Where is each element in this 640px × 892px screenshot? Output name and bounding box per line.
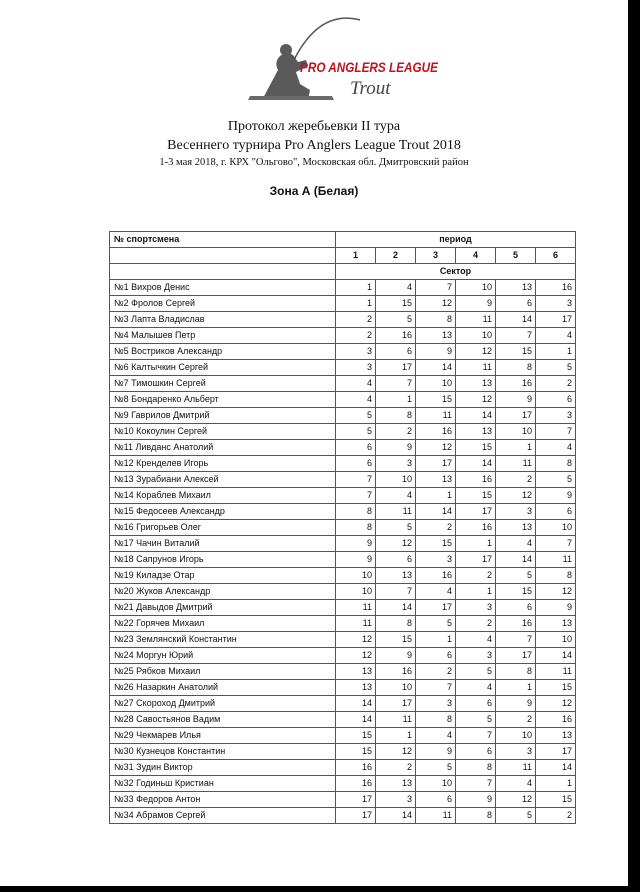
period-numbers-row xyxy=(110,248,576,264)
table-row xyxy=(110,744,576,760)
sector-cell: 9 xyxy=(456,792,496,808)
sector-cell: 12 xyxy=(536,696,576,712)
table-row xyxy=(110,520,576,536)
sector-cell: 14 xyxy=(496,552,536,568)
sector-cell: 13 xyxy=(336,680,376,696)
header-row xyxy=(110,232,576,248)
sector-cell: 6 xyxy=(336,456,376,472)
sector-cell: 1 xyxy=(416,488,456,504)
sector-cell: 9 xyxy=(336,536,376,552)
sector-cell: 4 xyxy=(536,440,576,456)
sector-cell: 8 xyxy=(336,520,376,536)
sector-cell: 8 xyxy=(416,712,456,728)
sector-cell: 7 xyxy=(536,536,576,552)
sector-cell: 3 xyxy=(496,504,536,520)
sector-cell: 2 xyxy=(456,568,496,584)
sector-cell: 5 xyxy=(456,712,496,728)
period-column-header: период xyxy=(336,232,576,248)
sector-cell: 16 xyxy=(456,520,496,536)
table-row xyxy=(110,536,576,552)
sector-cell: 7 xyxy=(416,680,456,696)
sector-cell: 11 xyxy=(456,360,496,376)
sector-label-row xyxy=(110,264,576,280)
sector-cell: 2 xyxy=(536,808,576,824)
sector-cell: 9 xyxy=(496,392,536,408)
table-row xyxy=(110,680,576,696)
sector-cell: 8 xyxy=(456,808,496,824)
sector-cell: 16 xyxy=(536,280,576,296)
sector-label: Сектор xyxy=(336,264,576,280)
period-number: 5 xyxy=(496,248,536,264)
sector-cell: 6 xyxy=(536,392,576,408)
sector-cell: 3 xyxy=(536,408,576,424)
athlete-name: №2 Фролов Сергей xyxy=(110,296,336,312)
athlete-name: №27 Скороход Дмитрий xyxy=(110,696,336,712)
sector-cell: 2 xyxy=(336,312,376,328)
sector-cell: 10 xyxy=(496,424,536,440)
sector-cell: 16 xyxy=(336,760,376,776)
sector-cell: 5 xyxy=(416,760,456,776)
sector-cell: 1 xyxy=(456,584,496,600)
sector-cell: 3 xyxy=(496,744,536,760)
sector-cell: 14 xyxy=(456,408,496,424)
sector-cell: 7 xyxy=(496,632,536,648)
sector-cell: 15 xyxy=(376,632,416,648)
sector-cell: 5 xyxy=(336,408,376,424)
sector-cell: 6 xyxy=(336,440,376,456)
athlete-name: №31 Зудин Виктор xyxy=(110,760,336,776)
sector-cell: 9 xyxy=(416,344,456,360)
table-row xyxy=(110,712,576,728)
sector-cell: 11 xyxy=(376,504,416,520)
sector-cell: 16 xyxy=(536,712,576,728)
sector-cell: 5 xyxy=(456,664,496,680)
athlete-name: №30 Кузнецов Константин xyxy=(110,744,336,760)
sector-cell: 14 xyxy=(376,600,416,616)
sector-cell: 16 xyxy=(416,568,456,584)
athlete-name: №1 Вихров Денис xyxy=(110,280,336,296)
period-number: 6 xyxy=(536,248,576,264)
table-row xyxy=(110,440,576,456)
table-row xyxy=(110,648,576,664)
sector-cell: 1 xyxy=(336,296,376,312)
pro-anglers-league-logo xyxy=(248,14,440,104)
sector-cell: 16 xyxy=(336,776,376,792)
table-row xyxy=(110,728,576,744)
sector-cell: 14 xyxy=(376,808,416,824)
sector-cell: 6 xyxy=(376,552,416,568)
sector-cell: 4 xyxy=(336,376,376,392)
athlete-name: №19 Киладзе Отар xyxy=(110,568,336,584)
athlete-column-header: № спортсмена xyxy=(110,232,336,248)
sector-cell: 5 xyxy=(536,472,576,488)
athlete-name: №21 Давыдов Дмитрий xyxy=(110,600,336,616)
period-number: 4 xyxy=(456,248,496,264)
sector-cell: 12 xyxy=(496,792,536,808)
sector-cell: 5 xyxy=(496,568,536,584)
table-row xyxy=(110,344,576,360)
sector-cell: 17 xyxy=(536,744,576,760)
sector-cell: 8 xyxy=(496,360,536,376)
sector-cell: 13 xyxy=(496,280,536,296)
sector-cell: 16 xyxy=(376,328,416,344)
athlete-name: №14 Кораблев Михаил xyxy=(110,488,336,504)
sector-cell: 11 xyxy=(536,664,576,680)
sector-cell: 12 xyxy=(376,536,416,552)
sector-cell: 8 xyxy=(376,616,416,632)
sector-cell: 14 xyxy=(416,360,456,376)
sector-cell: 13 xyxy=(536,616,576,632)
table-row xyxy=(110,584,576,600)
sector-cell: 11 xyxy=(416,408,456,424)
table-row xyxy=(110,504,576,520)
sector-cell: 4 xyxy=(336,392,376,408)
sector-cell: 12 xyxy=(496,488,536,504)
sector-cell: 14 xyxy=(536,648,576,664)
sector-cell: 10 xyxy=(336,568,376,584)
empty-cell xyxy=(110,264,336,280)
sector-cell: 2 xyxy=(496,712,536,728)
sector-cell: 1 xyxy=(376,392,416,408)
table-row xyxy=(110,376,576,392)
zone-title: Зона А (Белая) xyxy=(269,184,359,198)
sector-cell: 4 xyxy=(416,584,456,600)
sector-cell: 10 xyxy=(456,328,496,344)
sector-cell: 1 xyxy=(336,280,376,296)
sector-cell: 7 xyxy=(536,424,576,440)
sector-cell: 6 xyxy=(416,648,456,664)
sector-cell: 1 xyxy=(416,632,456,648)
sector-cell: 1 xyxy=(536,776,576,792)
sector-cell: 12 xyxy=(336,648,376,664)
sector-cell: 15 xyxy=(416,392,456,408)
sector-cell: 2 xyxy=(376,760,416,776)
table-row xyxy=(110,808,576,824)
athlete-name: №13 Зурабиани Алексей xyxy=(110,472,336,488)
sector-cell: 17 xyxy=(416,600,456,616)
sector-cell: 11 xyxy=(376,712,416,728)
sector-cell: 5 xyxy=(336,424,376,440)
sector-cell: 4 xyxy=(496,536,536,552)
sector-cell: 11 xyxy=(536,552,576,568)
sector-cell: 2 xyxy=(536,376,576,392)
sector-cell: 4 xyxy=(496,776,536,792)
sector-cell: 7 xyxy=(376,584,416,600)
sector-cell: 11 xyxy=(336,616,376,632)
sector-cell: 13 xyxy=(456,376,496,392)
sector-cell: 6 xyxy=(536,504,576,520)
table-row xyxy=(110,280,576,296)
table-row xyxy=(110,360,576,376)
sector-cell: 4 xyxy=(416,728,456,744)
sector-cell: 2 xyxy=(416,664,456,680)
sector-cell: 13 xyxy=(416,328,456,344)
sector-cell: 15 xyxy=(496,344,536,360)
sector-cell: 14 xyxy=(336,712,376,728)
sector-cell: 15 xyxy=(536,792,576,808)
sector-cell: 3 xyxy=(376,792,416,808)
table-row xyxy=(110,696,576,712)
sector-cell: 5 xyxy=(496,808,536,824)
sector-cell: 4 xyxy=(456,632,496,648)
sector-cell: 17 xyxy=(456,504,496,520)
sector-cell: 10 xyxy=(496,728,536,744)
sector-cell: 12 xyxy=(536,584,576,600)
sector-cell: 3 xyxy=(336,344,376,360)
table-row xyxy=(110,616,576,632)
sector-cell: 16 xyxy=(496,376,536,392)
sector-cell: 15 xyxy=(416,536,456,552)
sector-cell: 15 xyxy=(536,680,576,696)
athlete-name: №12 Кренделев Игорь xyxy=(110,456,336,472)
sector-cell: 13 xyxy=(456,424,496,440)
table-row xyxy=(110,312,576,328)
sector-cell: 3 xyxy=(416,696,456,712)
sector-cell: 9 xyxy=(496,696,536,712)
sector-cell: 17 xyxy=(336,792,376,808)
sector-cell: 12 xyxy=(336,632,376,648)
sector-cell: 4 xyxy=(376,280,416,296)
sector-cell: 2 xyxy=(456,616,496,632)
athlete-name: №5 Востриков Александр xyxy=(110,344,336,360)
sector-cell: 16 xyxy=(416,424,456,440)
sector-cell: 12 xyxy=(416,296,456,312)
sector-cell: 10 xyxy=(536,632,576,648)
sector-cell: 9 xyxy=(416,744,456,760)
sector-cell: 8 xyxy=(456,760,496,776)
period-number: 2 xyxy=(376,248,416,264)
sector-cell: 16 xyxy=(496,616,536,632)
sector-cell: 1 xyxy=(456,536,496,552)
athlete-name: №28 Савостьянов Вадим xyxy=(110,712,336,728)
sector-cell: 3 xyxy=(416,552,456,568)
table-row xyxy=(110,296,576,312)
sector-cell: 12 xyxy=(416,440,456,456)
sector-cell: 7 xyxy=(336,472,376,488)
sector-cell: 2 xyxy=(336,328,376,344)
table-row xyxy=(110,568,576,584)
empty-cell xyxy=(110,248,336,264)
sector-cell: 4 xyxy=(536,328,576,344)
table-row xyxy=(110,408,576,424)
sector-cell: 9 xyxy=(376,648,416,664)
sector-cell: 9 xyxy=(336,552,376,568)
sector-cell: 2 xyxy=(416,520,456,536)
athlete-name: №3 Лапта Владислав xyxy=(110,312,336,328)
sector-cell: 13 xyxy=(416,472,456,488)
sector-cell: 11 xyxy=(336,600,376,616)
athlete-name: №11 Ливданс Анатолий xyxy=(110,440,336,456)
sector-cell: 11 xyxy=(456,312,496,328)
athlete-name: №20 Жуков Александр xyxy=(110,584,336,600)
sector-cell: 15 xyxy=(336,728,376,744)
protocol-title: Протокол жеребьевки II тура xyxy=(227,119,401,134)
athlete-name: №10 Кокоулин Сергей xyxy=(110,424,336,440)
sector-cell: 3 xyxy=(456,600,496,616)
sector-cell: 11 xyxy=(416,808,456,824)
sector-cell: 13 xyxy=(536,728,576,744)
table-row xyxy=(110,472,576,488)
table-row xyxy=(110,424,576,440)
logo-sub-text: Trout xyxy=(350,78,391,99)
table-row xyxy=(110,552,576,568)
sector-cell: 10 xyxy=(416,376,456,392)
sector-cell: 3 xyxy=(376,456,416,472)
sector-cell: 10 xyxy=(376,472,416,488)
table-row xyxy=(110,488,576,504)
sector-cell: 7 xyxy=(496,328,536,344)
athlete-name: №22 Горячев Михаил xyxy=(110,616,336,632)
sector-cell: 15 xyxy=(496,584,536,600)
sector-cell: 6 xyxy=(496,600,536,616)
table-row xyxy=(110,392,576,408)
athlete-name: №24 Моргун Юрий xyxy=(110,648,336,664)
table-row xyxy=(110,792,576,808)
period-number: 1 xyxy=(336,248,376,264)
table-row xyxy=(110,328,576,344)
tournament-title: Весеннего турнира Pro Anglers League Trout 2018 xyxy=(167,138,461,153)
athlete-name: №15 Федосеев Александр xyxy=(110,504,336,520)
event-date-location: 1-3 мая 2018, г. КРХ "Ольгово", Московская обл. Дмитровский район xyxy=(159,157,469,168)
sector-cell: 7 xyxy=(456,728,496,744)
sector-cell: 12 xyxy=(456,392,496,408)
sector-cell: 15 xyxy=(376,296,416,312)
sector-cell: 8 xyxy=(416,312,456,328)
sector-cell: 13 xyxy=(336,664,376,680)
sector-cell: 8 xyxy=(376,408,416,424)
period-number: 3 xyxy=(416,248,456,264)
sector-cell: 4 xyxy=(456,680,496,696)
athlete-name: №32 Годиньш Кристиан xyxy=(110,776,336,792)
sector-cell: 6 xyxy=(456,696,496,712)
sector-cell: 2 xyxy=(496,472,536,488)
sector-cell: 12 xyxy=(456,344,496,360)
sector-cell: 14 xyxy=(456,456,496,472)
athlete-name: №16 Григорьев Олег xyxy=(110,520,336,536)
athlete-name: №4 Малышев Петр xyxy=(110,328,336,344)
sector-cell: 17 xyxy=(376,360,416,376)
sector-cell: 17 xyxy=(336,808,376,824)
table-row xyxy=(110,600,576,616)
sector-cell: 6 xyxy=(416,792,456,808)
sector-cell: 6 xyxy=(496,296,536,312)
sector-cell: 13 xyxy=(496,520,536,536)
sector-cell: 4 xyxy=(376,488,416,504)
sector-cell: 10 xyxy=(376,680,416,696)
sector-cell: 17 xyxy=(456,552,496,568)
sector-cell: 9 xyxy=(456,296,496,312)
sector-cell: 7 xyxy=(416,280,456,296)
sector-cell: 10 xyxy=(456,280,496,296)
sector-cell: 5 xyxy=(376,312,416,328)
athlete-name: №9 Гаврилов Дмитрий xyxy=(110,408,336,424)
sector-cell: 14 xyxy=(336,696,376,712)
sector-cell: 15 xyxy=(336,744,376,760)
table-row xyxy=(110,776,576,792)
logo-brand-text: PRO ANGLERS LEAGUE xyxy=(300,59,439,75)
sector-cell: 8 xyxy=(536,456,576,472)
sector-cell: 11 xyxy=(496,760,536,776)
sector-cell: 9 xyxy=(376,440,416,456)
athlete-name: №18 Сапрунов Игорь xyxy=(110,552,336,568)
sector-cell: 2 xyxy=(376,424,416,440)
sector-cell: 17 xyxy=(416,456,456,472)
sector-cell: 11 xyxy=(496,456,536,472)
sector-cell: 8 xyxy=(496,664,536,680)
athlete-name: №34 Абрамов Сергей xyxy=(110,808,336,824)
sector-cell: 17 xyxy=(536,312,576,328)
sector-cell: 15 xyxy=(456,440,496,456)
sector-cell: 14 xyxy=(416,504,456,520)
sector-cell: 14 xyxy=(496,312,536,328)
sector-cell: 5 xyxy=(416,616,456,632)
sector-cell: 13 xyxy=(376,776,416,792)
athlete-name: №26 Назаркин Анатолий xyxy=(110,680,336,696)
sector-cell: 1 xyxy=(376,728,416,744)
sector-cell: 17 xyxy=(496,648,536,664)
athlete-name: №33 Федоров Антон xyxy=(110,792,336,808)
sector-cell: 8 xyxy=(336,504,376,520)
sector-cell: 3 xyxy=(536,296,576,312)
athlete-name: №23 Землянский Константин xyxy=(110,632,336,648)
sector-cell: 3 xyxy=(336,360,376,376)
sector-cell: 13 xyxy=(376,568,416,584)
table-row xyxy=(110,632,576,648)
athlete-name: №29 Чекмарев Илья xyxy=(110,728,336,744)
sector-cell: 10 xyxy=(336,584,376,600)
sector-cell: 10 xyxy=(416,776,456,792)
sector-cell: 7 xyxy=(376,376,416,392)
athlete-name: №7 Тимошкин Сергей xyxy=(110,376,336,392)
sector-cell: 7 xyxy=(456,776,496,792)
sector-cell: 14 xyxy=(536,760,576,776)
sector-cell: 1 xyxy=(536,344,576,360)
sector-cell: 6 xyxy=(376,344,416,360)
sector-cell: 6 xyxy=(456,744,496,760)
athlete-name: №8 Бондаренко Альберт xyxy=(110,392,336,408)
sector-cell: 5 xyxy=(376,520,416,536)
sector-cell: 8 xyxy=(536,568,576,584)
sector-cell: 10 xyxy=(536,520,576,536)
table-row xyxy=(110,664,576,680)
draw-table xyxy=(109,231,576,824)
sector-cell: 17 xyxy=(496,408,536,424)
table-row xyxy=(110,456,576,472)
sector-cell: 15 xyxy=(456,488,496,504)
sector-cell: 1 xyxy=(496,440,536,456)
athlete-name: №25 Рябков Михаил xyxy=(110,664,336,680)
athlete-name: №6 Калтычкин Сергей xyxy=(110,360,336,376)
sector-cell: 16 xyxy=(456,472,496,488)
sector-cell: 7 xyxy=(336,488,376,504)
sector-cell: 9 xyxy=(536,600,576,616)
sector-cell: 17 xyxy=(376,696,416,712)
sector-cell: 3 xyxy=(456,648,496,664)
sector-cell: 5 xyxy=(536,360,576,376)
sector-cell: 12 xyxy=(376,744,416,760)
sector-cell: 9 xyxy=(536,488,576,504)
table-row xyxy=(110,760,576,776)
athlete-name: №17 Чачин Виталий xyxy=(110,536,336,552)
sector-cell: 1 xyxy=(496,680,536,696)
sector-cell: 16 xyxy=(376,664,416,680)
